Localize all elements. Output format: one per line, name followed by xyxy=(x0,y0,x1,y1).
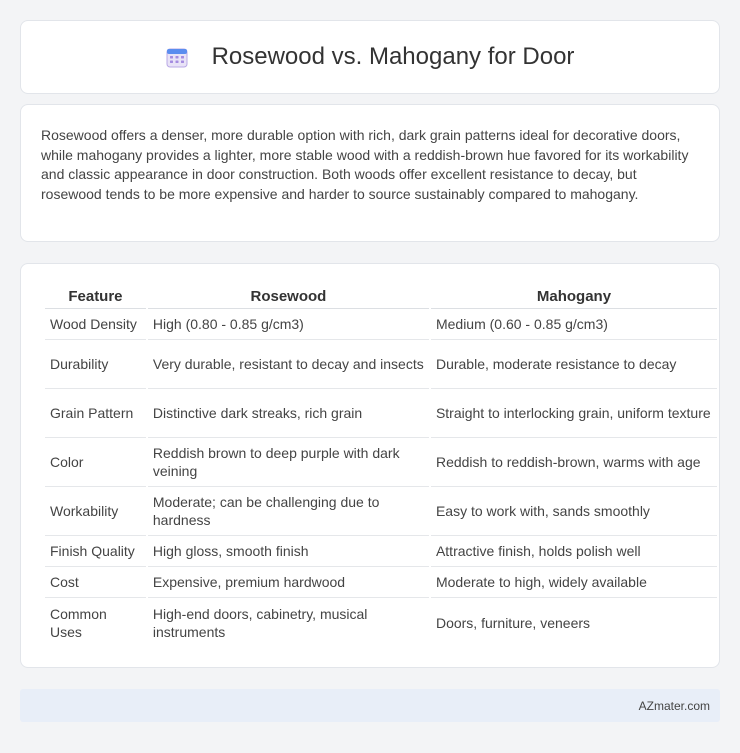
rosewood-cell: High (0.80 - 0.85 g/cm3) xyxy=(148,309,429,340)
feature-cell: Common Uses xyxy=(50,605,107,640)
mahogany-cell: Moderate to high, widely available xyxy=(431,567,717,598)
table-row xyxy=(45,309,717,340)
header-mahogany: Mahogany xyxy=(431,284,717,309)
table-row xyxy=(45,598,717,647)
footer-brand[interactable]: AZmater.com xyxy=(638,698,710,713)
comparison-card xyxy=(20,263,720,668)
calendar-icon xyxy=(166,46,188,68)
page-title: Rosewood vs. Mahogany for Door xyxy=(211,43,575,70)
header-feature: Feature xyxy=(45,284,146,309)
header-rosewood: Rosewood xyxy=(148,284,429,309)
mahogany-cell: Medium (0.60 - 0.85 g/cm3) xyxy=(431,309,717,340)
feature-cell: Workability xyxy=(45,487,146,536)
footer xyxy=(20,689,720,722)
table-row xyxy=(45,487,717,536)
feature-cell: Cost xyxy=(45,567,146,598)
rosewood-cell: Expensive, premium hardwood xyxy=(148,567,429,598)
rosewood-cell: Reddish brown to deep purple with dark veining xyxy=(148,438,429,487)
table-row xyxy=(45,567,717,598)
table-row xyxy=(45,438,717,487)
mahogany-cell: Reddish to reddish-brown, warms with age xyxy=(431,438,717,487)
feature-cell: Finish Quality xyxy=(45,536,146,567)
table-row xyxy=(45,389,717,438)
mahogany-cell: Doors, furniture, veneers xyxy=(435,614,591,631)
rosewood-cell: Very durable, resistant to decay and insects xyxy=(148,340,429,389)
mahogany-cell: Straight to interlocking grain, uniform texture xyxy=(431,389,717,438)
mahogany-cell: Durable, moderate resistance to decay xyxy=(431,340,717,389)
table-row xyxy=(45,536,717,567)
rosewood-cell: Moderate; can be challenging due to hardness xyxy=(148,487,429,536)
feature-cell: Color xyxy=(45,438,146,487)
table-row xyxy=(45,340,717,389)
rosewood-cell: High-end doors, cabinetry, musical instruments xyxy=(152,605,368,640)
mahogany-cell: Easy to work with, sands smoothly xyxy=(431,487,717,536)
feature-cell: Wood Density xyxy=(45,309,146,340)
feature-cell: Grain Pattern xyxy=(45,389,146,438)
rosewood-cell: Distinctive dark streaks, rich grain xyxy=(148,389,429,438)
intro-text: Rosewood offers a denser, more durable option with rich, dark grain patterns ideal for decorative doors, while mahogany provides a lighter, more stable wood with a reddish-brown hue favored for its workability and classic appearance in door construction. Both woods offer excellent resistance to decay, but rosewood tends to be more expensive and harder to source sustainably compared to mahogany. xyxy=(41,127,689,202)
feature-cell: Durability xyxy=(45,340,146,389)
intro-card xyxy=(20,104,720,242)
rosewood-cell: High gloss, smooth finish xyxy=(148,536,429,567)
title-card xyxy=(20,20,720,94)
comparison-table xyxy=(43,284,719,647)
mahogany-cell: Attractive finish, holds polish well xyxy=(431,536,717,567)
